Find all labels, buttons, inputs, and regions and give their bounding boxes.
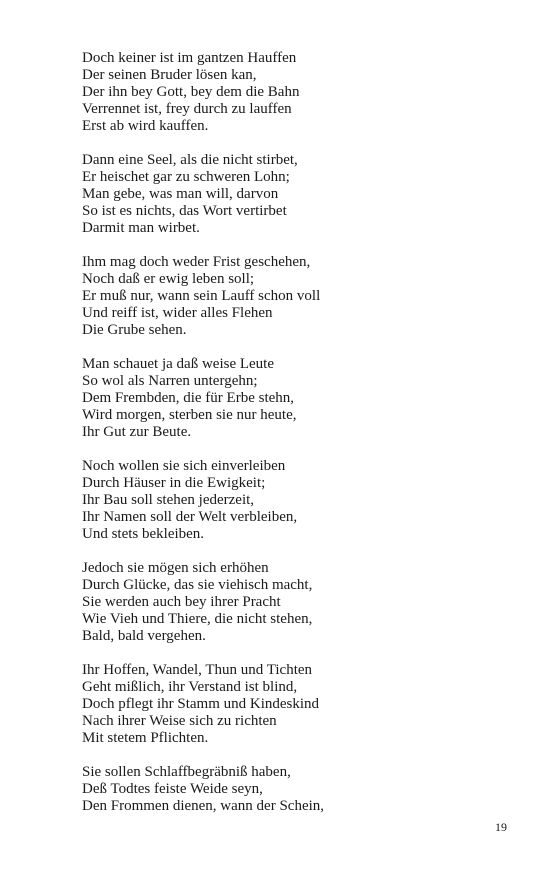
verse-line: Jedoch sie mögen sich erhöhen (82, 560, 269, 576)
verse-line: Und stets bekleiben. (82, 526, 205, 542)
verse-line: Geht mißlich, ihr Verstand ist blind, (82, 679, 298, 695)
verse-line: Wird morgen, sterben sie nur heute, (82, 407, 297, 423)
verse-line: Er heischet gar zu schweren Lohn; (82, 169, 290, 185)
verse-line: Noch wollen sie sich einverleiben (82, 458, 286, 474)
verse-line: Ihr Namen soll der Welt verbleiben, (82, 509, 298, 525)
verse-line: Ihr Bau soll stehen jederzeit, (82, 492, 255, 508)
verse-line: So wol als Narren untergehn; (82, 373, 258, 389)
verse-line: Noch daß er ewig leben soll; (82, 271, 255, 287)
verse-line: Ihr Hoffen, Wandel, Thun und Tichten (82, 662, 313, 678)
verse-line: Mit stetem Pflichten. (82, 730, 209, 746)
verse-line: Darmit man wirbet. (82, 220, 200, 236)
stanza-3 (82, 254, 522, 339)
verse-line: Er muß nur, wann sein Lauff schon voll (82, 288, 321, 304)
verse-line: Nach ihrer Weise sich zu richten (82, 713, 277, 729)
stanza-7 (82, 662, 522, 747)
stanza-8 (82, 764, 522, 815)
stanza-5 (82, 458, 522, 543)
verse-line: Durch Häuser in die Ewigkeit; (82, 475, 266, 491)
verse-line: Der ihn bey Gott, bey dem die Bahn (82, 84, 300, 100)
verse-line: Doch pflegt ihr Stamm und Kindeskind (82, 696, 320, 712)
stanza-1 (82, 50, 522, 135)
verse-line: Man gebe, was man will, darvon (82, 186, 279, 202)
stanza-4 (82, 356, 522, 441)
verse-line: Deß Todtes feiste Weide seyn, (82, 781, 263, 797)
verse-line: Erst ab wird kauffen. (82, 118, 209, 134)
verse-line: Die Grube sehen. (82, 322, 187, 338)
poem-body (82, 50, 522, 832)
verse-line: Verrennet ist, frey durch zu lauffen (82, 101, 292, 117)
page-number: 19 (495, 820, 507, 834)
verse-line: Sie werden auch bey ihrer Pracht (82, 594, 281, 610)
stanza-2 (82, 152, 522, 237)
verse-line: So ist es nichts, das Wort vertirbet (82, 203, 287, 219)
verse-line: Und reiff ist, wider alles Flehen (82, 305, 273, 321)
verse-line: Ihr Gut zur Beute. (82, 424, 192, 440)
stanza-6 (82, 560, 522, 645)
verse-line: Man schauet ja daß weise Leute (82, 356, 275, 372)
verse-line: Der seinen Bruder lösen kan, (82, 67, 257, 83)
verse-line: Sie sollen Schlaffbegräbniß haben, (82, 764, 291, 780)
verse-line: Durch Glücke, das sie viehisch macht, (82, 577, 313, 593)
verse-line: Wie Vieh und Thiere, die nicht stehen, (82, 611, 313, 627)
verse-line: Ihm mag doch weder Frist geschehen, (82, 254, 311, 270)
verse-line: Bald, bald vergehen. (82, 628, 206, 644)
verse-line: Dem Frembden, die für Erbe stehn, (82, 390, 295, 406)
verse-line: Den Frommen dienen, wann der Schein, (82, 798, 325, 814)
verse-line: Dann eine Seel, als die nicht stirbet, (82, 152, 298, 168)
verse-line: Doch keiner ist im gantzen Hauffen (82, 50, 297, 66)
